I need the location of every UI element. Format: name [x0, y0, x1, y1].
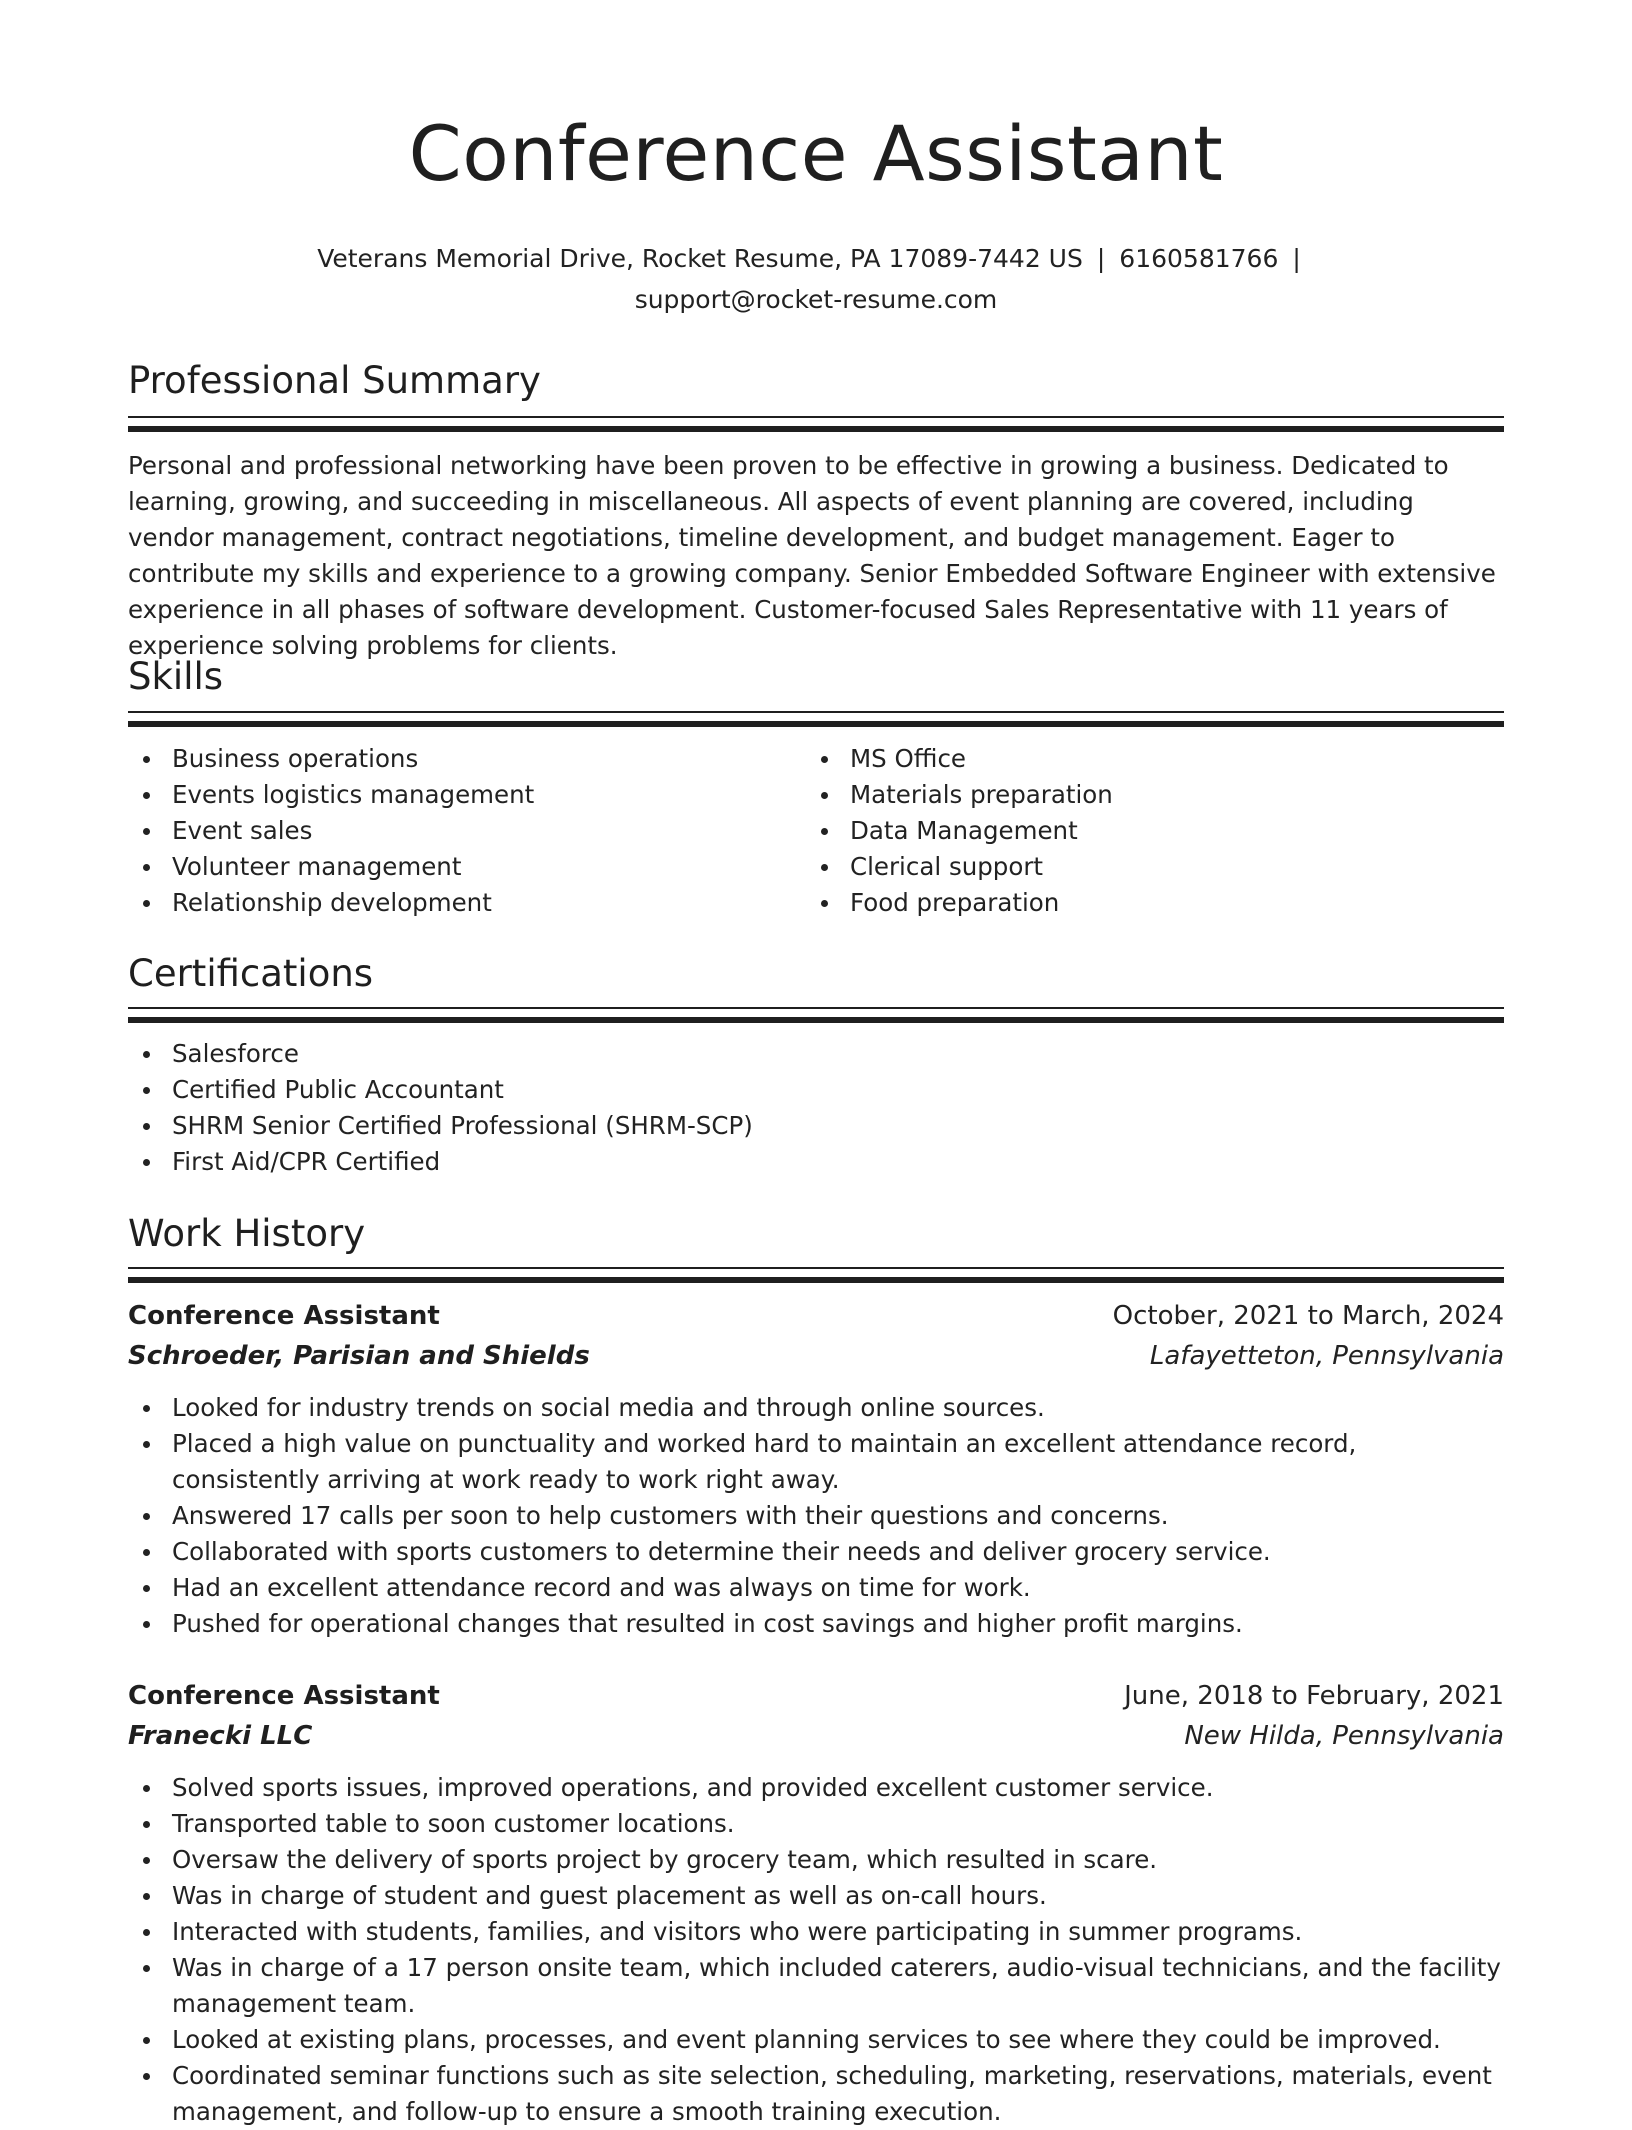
- job-dates: October, 2021 to March, 2024: [1112, 1301, 1504, 1331]
- separator: |: [1096, 244, 1106, 273]
- job-location: New Hilda, Pennsylvania: [1184, 1721, 1504, 1751]
- list-item: SHRM Senior Certified Professional (SHRM-SCP): [128, 1108, 1504, 1144]
- list-item: Salesforce: [128, 1036, 1504, 1072]
- job-location: Lafayetteton, Pennsylvania: [1149, 1341, 1504, 1371]
- skills-list-right: [806, 741, 1466, 921]
- resume-title: Conference Assistant: [408, 109, 1224, 198]
- job-company: Franecki LLC: [128, 1721, 313, 1751]
- list-item: Coordinated seminar functions such as site selection, scheduling, marketing, reservations, materials, event management, and follow-up to ensure a smooth training execution.: [128, 2058, 1504, 2130]
- list-item: Answered 17 calls per soon to help customers with their questions and concerns.: [128, 1498, 1504, 1534]
- job-duties-list: [128, 1390, 1504, 1642]
- list-item: MS Office: [806, 741, 1466, 777]
- section-divider: [128, 416, 1504, 432]
- job-title: Conference Assistant: [128, 1301, 440, 1331]
- email-link[interactable]: support@rocket-resume.com: [634, 285, 998, 314]
- skills-list-left: [128, 741, 788, 921]
- job-title: Conference Assistant: [128, 1681, 440, 1711]
- list-item: Volunteer management: [128, 849, 788, 885]
- list-item: Events logistics management: [128, 777, 788, 813]
- section-divider: [128, 1007, 1504, 1023]
- job-header: [128, 1683, 1504, 1763]
- list-item: Materials preparation: [806, 777, 1466, 813]
- list-item: First Aid/CPR Certified: [128, 1144, 1504, 1180]
- address: Veterans Memorial Drive, Rocket Resume, PA 17089-7442 US: [317, 244, 1083, 273]
- certifications-list: [128, 1036, 1504, 1180]
- job-header: [128, 1303, 1504, 1383]
- list-item: Certified Public Accountant: [128, 1072, 1504, 1108]
- job-dates: June, 2018 to February, 2021: [1124, 1681, 1504, 1711]
- list-item: Food preparation: [806, 885, 1466, 921]
- list-item: Oversaw the delivery of sports project by grocery team, which resulted in scare.: [128, 1842, 1504, 1878]
- list-item: Clerical support: [806, 849, 1466, 885]
- section-divider: [128, 711, 1504, 727]
- list-item: Pushed for operational changes that resulted in cost savings and higher profit margins.: [128, 1606, 1504, 1642]
- list-item: Event sales: [128, 813, 788, 849]
- list-item: Business operations: [128, 741, 788, 777]
- job-company: Schroeder, Parisian and Shields: [128, 1341, 590, 1371]
- list-item: Transported table to soon customer locations.: [128, 1806, 1504, 1842]
- list-item: Was in charge of student and guest placement as well as on-call hours.: [128, 1878, 1504, 1914]
- list-item: Looked at existing plans, processes, and event planning services to see where they could be improved.: [128, 2022, 1504, 2058]
- summary-text: Personal and professional networking have been proven to be effective in growing a business. Dedicated to learning, growing, and succeeding in miscellaneous. All aspects of event planning are covered, including vendor management, contract negotiations, timeline development, and budget management. Eager to contribute my skills and experience to a growing company. Senior Embedded Software Engineer with extensive experience in all phases of software development. Customer-focused Sales Representative with 11 years of experience solving problems for clients.: [128, 451, 1496, 660]
- section-divider: [128, 1267, 1504, 1283]
- section-title-summary: Professional Summary: [128, 359, 541, 402]
- phone: 6160581766: [1119, 244, 1279, 273]
- job-duties-list: [128, 1770, 1504, 2130]
- section-title-certifications: Certifications: [128, 952, 374, 995]
- list-item: Was in charge of a 17 person onsite team, which included caterers, audio-visual technicians, and the facility management team.: [128, 1950, 1504, 2022]
- contact-info: [128, 238, 1504, 320]
- list-item: Solved sports issues, improved operations, and provided excellent customer service.: [128, 1770, 1504, 1806]
- list-item: Interacted with students, families, and visitors who were participating in summer programs.: [128, 1914, 1504, 1950]
- section-title-work-history: Work History: [128, 1212, 366, 1255]
- separator: |: [1292, 244, 1301, 273]
- list-item: Looked for industry trends on social media and through online sources.: [128, 1390, 1504, 1426]
- list-item: Data Management: [806, 813, 1466, 849]
- contact-line-1: [128, 238, 1504, 279]
- list-item: Collaborated with sports customers to determine their needs and deliver grocery service.: [128, 1534, 1504, 1570]
- section-title-skills: Skills: [128, 655, 224, 698]
- contact-line-2: [128, 279, 1504, 320]
- list-item: Had an excellent attendance record and was always on time for work.: [128, 1570, 1504, 1606]
- list-item: Relationship development: [128, 885, 788, 921]
- list-item: Placed a high value on punctuality and worked hard to maintain an excellent attendance record, consistently arriving at work ready to work right away.: [128, 1426, 1504, 1498]
